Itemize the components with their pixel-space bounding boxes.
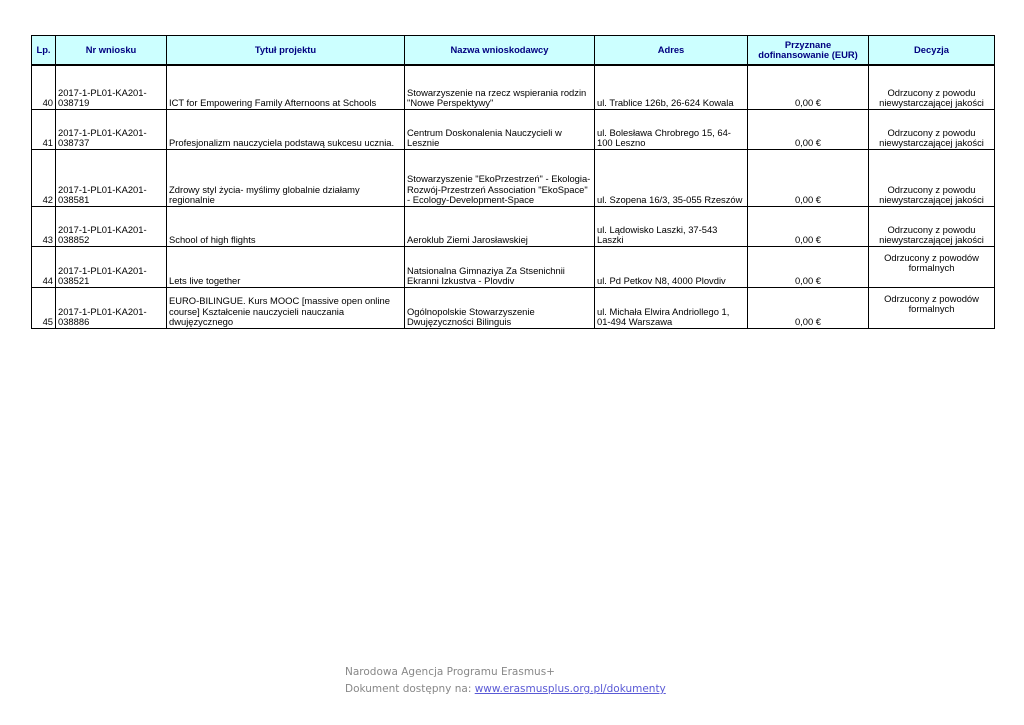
table-row (32, 206, 995, 246)
cell-lp: 41 (32, 109, 56, 149)
cell-kwota: 0,00 € (748, 246, 869, 287)
header-adres: Adres (595, 36, 748, 66)
cell-nr-wniosku: 2017-1-PL01-KA201-038852 (56, 206, 167, 246)
footer-document-line (345, 681, 666, 698)
table-row (32, 65, 995, 109)
cell-decyzja: Odrzucony z powodu niewystarczającej jakości (869, 65, 995, 109)
cell-decyzja: Odrzucony z powodu niewystarczającej jakości (869, 149, 995, 206)
cell-decyzja: Odrzucony z powodów formalnych (869, 287, 995, 328)
cell-adres: ul. Szopena 16/3, 35-055 Rzeszów (595, 149, 748, 206)
projects-table (31, 35, 995, 329)
cell-nazwa: Aeroklub Ziemi Jarosławskiej (405, 206, 595, 246)
footer-doc-link[interactable]: www.erasmusplus.org.pl/dokumenty (474, 683, 666, 695)
table-row (32, 109, 995, 149)
cell-kwota: 0,00 € (748, 287, 869, 328)
cell-adres: ul. Michała Elwira Andriollego 1, 01-494 Warszawa (595, 287, 748, 328)
cell-nazwa: Ogólnopolskie Stowarzyszenie Dwujęzyczności Bilinguis (405, 287, 595, 328)
footer-agency: Narodowa Agencja Programu Erasmus+ (345, 666, 555, 678)
cell-lp: 40 (32, 65, 56, 109)
cell-kwota: 0,00 € (748, 65, 869, 109)
footer-doc-prefix: Dokument dostępny na: (345, 683, 475, 695)
cell-tytul: Profesjonalizm nauczyciela podstawą sukcesu ucznia. (167, 109, 405, 149)
header-lp: Lp. (32, 36, 56, 66)
cell-decyzja: Odrzucony z powodu niewystarczającej jakości (869, 109, 995, 149)
cell-adres: ul. Lądowisko Laszki, 37-543 Laszki (595, 206, 748, 246)
cell-nr-wniosku: 2017-1-PL01-KA201-038719 (56, 65, 167, 109)
cell-tytul: School of high flights (167, 206, 405, 246)
cell-decyzja: Odrzucony z powodu niewystarczającej jakości (869, 206, 995, 246)
page-footer (345, 664, 666, 698)
table-header-row (32, 36, 995, 66)
header-nazwa-wnioskodawcy: Nazwa wnioskodawcy (405, 36, 595, 66)
cell-tytul: ICT for Empowering Family Afternoons at Schools (167, 65, 405, 109)
table-row (32, 287, 995, 328)
cell-nazwa: Stowarzyszenie "EkoPrzestrzeń" - Ekologia-Rozwój-Przestrzeń Association "EkoSpace" - Ecology-Development-Space (405, 149, 595, 206)
cell-adres: ul. Bolesława Chrobrego 15, 64-100 Leszno (595, 109, 748, 149)
cell-nazwa: Stowarzyszenie na rzecz wspierania rodzin "Nowe Perspektywy" (405, 65, 595, 109)
cell-kwota: 0,00 € (748, 149, 869, 206)
cell-tytul: EURO-BILINGUE. Kurs MOOC [massive open online course] Kształcenie nauczycieli nauczania dwujęzycznego (167, 287, 405, 328)
table-row (32, 246, 995, 287)
cell-tytul: Lets live together (167, 246, 405, 287)
table-row (32, 149, 995, 206)
cell-adres: ul. Pd Petkov N8, 4000 Plovdiv (595, 246, 748, 287)
cell-lp: 45 (32, 287, 56, 328)
cell-nr-wniosku: 2017-1-PL01-KA201-038521 (56, 246, 167, 287)
cell-adres: ul. Trablice 126b, 26-624 Kowala (595, 65, 748, 109)
header-dofinansowanie: Przyznane dofinansowanie (EUR) (748, 36, 869, 66)
cell-kwota: 0,00 € (748, 109, 869, 149)
cell-nr-wniosku: 2017-1-PL01-KA201-038581 (56, 149, 167, 206)
cell-lp: 43 (32, 206, 56, 246)
header-decyzja: Decyzja (869, 36, 995, 66)
cell-nazwa: Natsionalna Gimnaziya Za Stsenichnii Ekranni Izkustva - Plovdiv (405, 246, 595, 287)
cell-nr-wniosku: 2017-1-PL01-KA201-038737 (56, 109, 167, 149)
cell-decyzja: Odrzucony z powodów formalnych (869, 246, 995, 287)
cell-tytul: Zdrowy styl życia- myślimy globalnie działamy regionalnie (167, 149, 405, 206)
header-tytul-projektu: Tytuł projektu (167, 36, 405, 66)
cell-lp: 42 (32, 149, 56, 206)
header-nr-wniosku: Nr wniosku (56, 36, 167, 66)
cell-nr-wniosku: 2017-1-PL01-KA201-038886 (56, 287, 167, 328)
cell-nazwa: Centrum Doskonalenia Nauczycieli w Lesznie (405, 109, 595, 149)
cell-lp: 44 (32, 246, 56, 287)
cell-kwota: 0,00 € (748, 206, 869, 246)
